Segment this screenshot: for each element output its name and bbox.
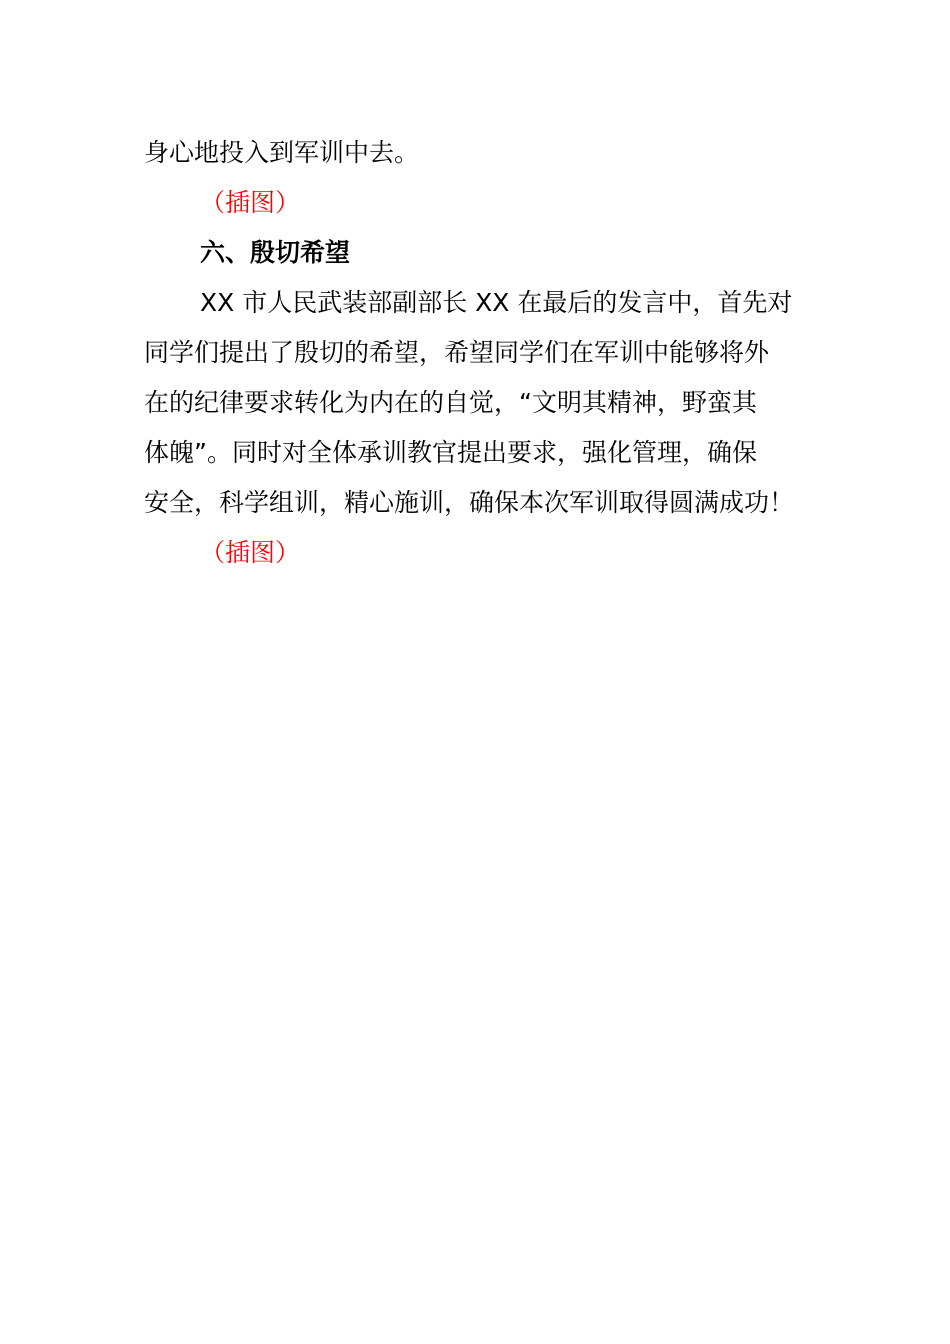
paragraph-line: 在的纪律要求转化为内在的自觉，“文明其精神，野蛮其 bbox=[144, 388, 757, 417]
paragraph-line: 安全，科学组训，精心施训，确保本次军训取得圆满成功！ bbox=[144, 488, 795, 517]
paragraph-line: 体魄”。同时对全体承训教官提出要求，强化管理，确保 bbox=[144, 438, 757, 467]
paragraph-line: XX 市人民武装部副部长 XX 在最后的发言中，首先对 bbox=[200, 288, 793, 317]
figure-placeholder: （插图） bbox=[200, 188, 301, 217]
paragraph-line: 同学们提出了殷切的希望，希望同学们在军训中能够将外 bbox=[144, 338, 770, 367]
document-body bbox=[144, 128, 808, 578]
paragraph-continuation: 身心地投入到军训中去。 bbox=[144, 138, 420, 167]
paragraph bbox=[144, 278, 808, 528]
section-heading: 六、殷切希望 bbox=[200, 238, 351, 267]
figure-placeholder: （插图） bbox=[200, 538, 301, 567]
